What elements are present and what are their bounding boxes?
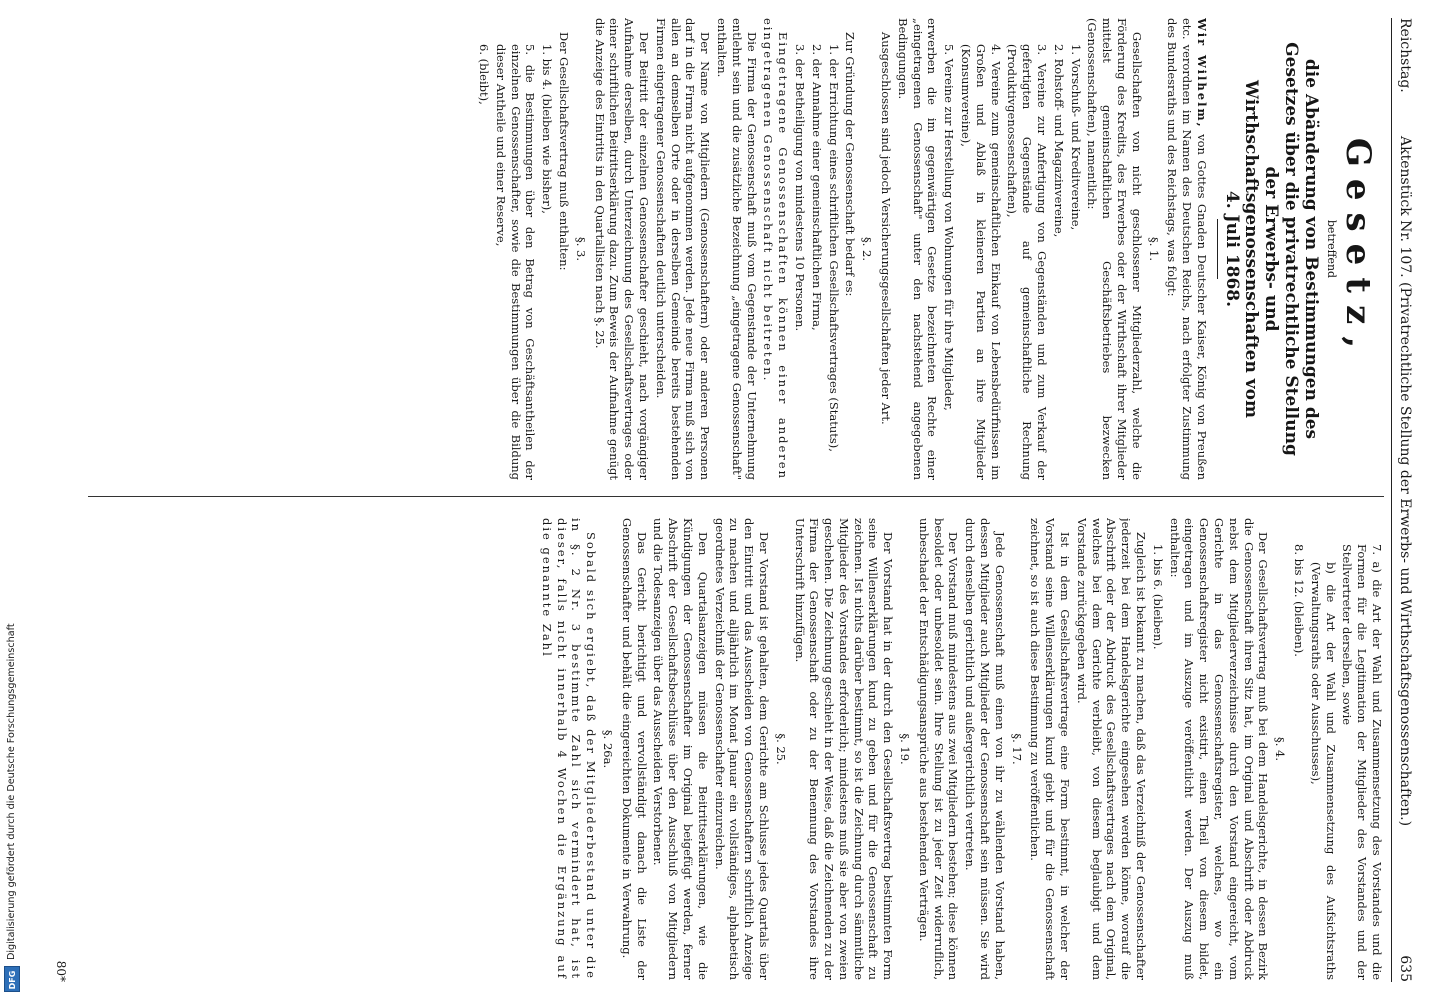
running-head-title: Aktenstück Nr. 107. (Privatrechtliche Stellung der Erwerbs- und Wirthschaftsgenossenschaften.): [1397, 136, 1413, 827]
page-number: 635: [1397, 955, 1413, 982]
section-heading: §. 17.: [1009, 733, 1024, 765]
section-heading: §. 26a.: [600, 729, 615, 769]
section-heading: §. 19.: [898, 733, 913, 765]
law-title: Gesetz,: [1338, 137, 1378, 361]
law-date: 4. Juli 1868.: [1222, 190, 1243, 308]
section-text: Ist in dem Gesellschaftsvertrage eine Form bestimmt, in welcher der Vorstand seine Willenserklärungen kund giebt und für die Genossenschaft zeichnet, so ist auch diese Bestimmung zu veröffentlichen.: [1028, 518, 1073, 980]
section-text: Der Vorstand hat in der durch den Gesellschaftsvertrag bestimmten Form seine Willenserklärungen kund zu geben und für die Genossenschaft zu zeichnen. Ist nichts darüber bestimmt, so ist die Zeichnung durch sämmtliche Mitglieder des Vorstandes erforderlich; mindestens muß sie aber von zweien geschehen. Die Zeichnung geschieht in der Weise, daß die Zeichnenden zu der Firma der Genossenschaft oder zu der Benennung des Vorstandes ihre Unterschrift hinzufügen.: [792, 518, 896, 980]
title-divider: [1217, 219, 1219, 279]
running-head: [1391, 18, 1418, 982]
section-text: erwerben die im gegenwärtigen Gesetze bezeichneten Rechte einer „eingetragenen Genossenschaft" unter den nachstehend angegebenen Bedingungen.: [895, 18, 940, 480]
sheet-number: 80*: [54, 960, 68, 982]
section-heading: §. 2.: [860, 236, 875, 262]
list-item: 1. der Errichtung eines schriftlichen Gesellschaftsvertrages (Statuts),: [826, 44, 841, 452]
right-column: [88, 518, 1384, 980]
section-heading: §. 4.: [1273, 736, 1288, 762]
section-text: Ausgeschlossen sind jedoch Versicherungsgesellschaften jeder Art.: [878, 32, 893, 425]
section-text: Das Gericht berichtigt und vervollständigt danach die Liste der Genossenschafter und behält die eingereichten Dokumente in Verwahrung.: [619, 518, 649, 980]
section-text: Zugleich ist bekannt zu machen, daß das Verzeichniß der Genossenschafter jederzeit bei dem Handelsgerichte eingesehen werden könne, worauf die Abschrift oder der Abdruck des Gesellschaftsvertrages nach dem Original, welches bei dem Gerichte verbleibt, von diesem beglaubigt und dem Vorstande zurückgegeben wird.: [1074, 518, 1149, 980]
list-item: 8. bis 12. (bleiben).: [1292, 544, 1307, 657]
list-item: 5. die Bestimmungen über den Betrag von Geschäftsantheilen der einzelnen Genossenschafter, sowie die Bestimmungen über die Bildung dieser Antheile und einer Reserve,: [493, 44, 538, 480]
law-subject: die Abänderung von Bestimmungen des Gesetzes über die privatrechtliche Stellung der Erwerbs- und Wirthschaftsgenossenschaften vom: [1241, 42, 1322, 456]
law-title-betreffend: betreffend: [1325, 219, 1338, 279]
section-text: Jede Genossenschaft muß einen von ihr zu wählenden Vorstand haben, dessen Mitglieder auch Mitglieder der Genossenschaft sein müssen. Sie wird durch denselben gerichtlich und außergerichtlich vertreten.: [963, 518, 1007, 980]
section-heading: §. 3.: [573, 236, 588, 262]
list-item: 5. Vereine zur Herstellung von Wohnungen für ihre Mitglieder,: [942, 44, 957, 411]
section-text: Der Beitritt der einzelnen Genossenschafter geschieht, nach vorgängiger Aufnahme derselben, durch Unterzeichnung des Gesellschaftsvertrages oder einer schriftlichen Beitrittserklärung dazu. Zum Beweis der Aufnahme genügt die Anzeige des Eintritts in den Quartallisten nach §. 25.: [592, 18, 652, 480]
digitization-note-text: Digitalisierung gefördert durch die Deutsche Forschungsgemeinschaft: [6, 623, 17, 960]
list-item: 2. Rohstoff- und Magazinvereine,: [1051, 44, 1066, 238]
section-text: Den Quartalsanzeigen müssen die Beitrittserklärungen, wie die Kündigungen der Genossenschafter im Original beigefügt werden, ferner Abschrift der Gesellschaftsbeschlüsse über den Ausschluß von Mitgliedern und die Todesanzeigen über das Ausscheiden Verstorbener.: [651, 518, 710, 980]
list-item: 3. der Betheiligung von mindestens 10 Personen.: [792, 44, 807, 332]
section-text: Eingetragene Genossenschaften können einer anderen eingetragenen Genossenschaft nicht beitreten.: [761, 18, 791, 480]
rotated-scanned-page: [32, 0, 1432, 1000]
list-item: 1. bis 6. (bleiben).: [1150, 544, 1165, 650]
section-text: Der Gesellschaftsvertrag muß bei dem Handelsgerichte, in dessen Bezirk die Genossenschaft ihren Sitz hat, im Original und Abschrift oder Abdruck nebst dem Mitgliederverzeichnisse durch den Vorstand eingereicht, vom Gerichte in das Genossenschaftsregister, welches, wo ein Genossenschaftsregister nicht existirt, einen Theil von diesem bildet, eingetragen und im Auszuge veröffentlicht werden. Der Auszug muß enthalten:: [1167, 518, 1271, 980]
digitization-note: [4, 604, 20, 994]
section-heading: §. 25.: [773, 733, 788, 765]
preamble-text: von Gottes Gnaden Deutscher Kaiser, König von Preußen etc. verordnen im Namen des Deutschen Reichs, nach erfolgter Zustimmung des Bundesraths und des Reichstags, was folgt:: [1165, 18, 1209, 480]
preamble-name: Wir Wilhelm,: [1194, 18, 1209, 129]
column-divider: [88, 496, 1384, 497]
list-item: 7. a) die Art der Wahl und Zusammensetzung des Vorstandes und die Formen für die Legitimation der Mitglieder des Vorstandes und der Stellvertreter derselben, sowie: [1340, 544, 1384, 980]
dfg-logo-text: DFG: [8, 970, 17, 990]
section-text: Die Firma der Genossenschaft muß vom Gegenstande der Unternehmung entlehnt sein und die zusätzliche Bezeichnung „eingetragene Genossenschaft" enthalten.: [715, 18, 759, 480]
section-text: Gesellschaften von nicht geschlossener Mitgliederzahl, welche die Förderung des Kredits, des Erwerbes oder der Wirthschaft ihrer Mitglieder mittelst gemeinschaftlichen Geschäftsbetriebes bezwecken (Genossenschaften), namentlich:: [1085, 18, 1144, 480]
list-item: 1. Vorschuß- und Kreditvereine,: [1068, 44, 1083, 231]
list-item: 3. Vereine zur Anfertigung von Gegenständen und zum Verkauf der gefertigten Gegenstände auf gemeinschaftliche Rechnung (Produktivgenossenschaften),: [1005, 44, 1049, 480]
list-item: 6. (bleibt),: [477, 44, 492, 105]
section-text: Zur Gründung der Genossenschaft bedarf es:: [843, 32, 858, 297]
section-text: Der Vorstand ist gehalten, dem Gerichte am Schlusse jedes Quartals über den Eintritt und das Ausscheiden von Genossenschaftern schriftlich Anzeige zu machen und alljährlich im Monat Januar ein vollständiges, alphabetisch geordnetes Verzeichniß der Genossenschafter einzureichen.: [712, 518, 771, 980]
section-text: Sobald sich ergiebt, daß der Mitgliederbestand unter die in §. 2 Nr. 3 bestimmte Zahl sich vermindert hat, ist dieser, falls nicht innerhalb 4 Wochen die Ergänzung auf die genannte Zahl: [539, 518, 599, 980]
section-text: Der Name von Mitgliedern (Genossenschaftern) oder anderen Personen darf in die Firma nicht aufgenommen werden. Jede neue Firma muß sich von allen an demselben Orte oder in derselben Gemeinde bereits bestehenden Firmen eingetragener Genossenschaften deutlich unterscheiden.: [653, 18, 713, 480]
section-text: Der Vorstand muß mindestens aus zwei Mitgliedern bestehen; diese können besoldet oder unbesoldet sein. Ihre Stellung ist zu jeder Zeit widerruflich, unbeschadet der Entschädigungsansprüche aus bestehenden Verträgen.: [916, 518, 961, 980]
list-item: 2. der Annahme einer gemeinschaftlichen Firma,: [809, 44, 824, 331]
section-text: Der Gesellschaftsvertrag muß enthalten:: [557, 32, 572, 271]
left-column: [88, 18, 1384, 480]
list-item: 1. bis 4. (bleiben wie bisher),: [540, 44, 555, 214]
running-head-left: Reichstag.: [1397, 18, 1413, 93]
dfg-logo-icon: [4, 966, 20, 992]
list-item: 4. Vereine zum gemeinschaftlichen Einkauf von Lebensbedürfnissen im Großen und Ablaß in kleineren Partien an ihre Mitglieder (Konsumvereine),: [958, 44, 1003, 480]
list-item: b) die Art der Wahl und Zusammensetzung des Aufsichtsraths (Verwaltungsraths oder Ausschusses),: [1308, 562, 1338, 980]
section-heading: §. 1.: [1146, 236, 1161, 262]
preamble: [1165, 18, 1209, 480]
